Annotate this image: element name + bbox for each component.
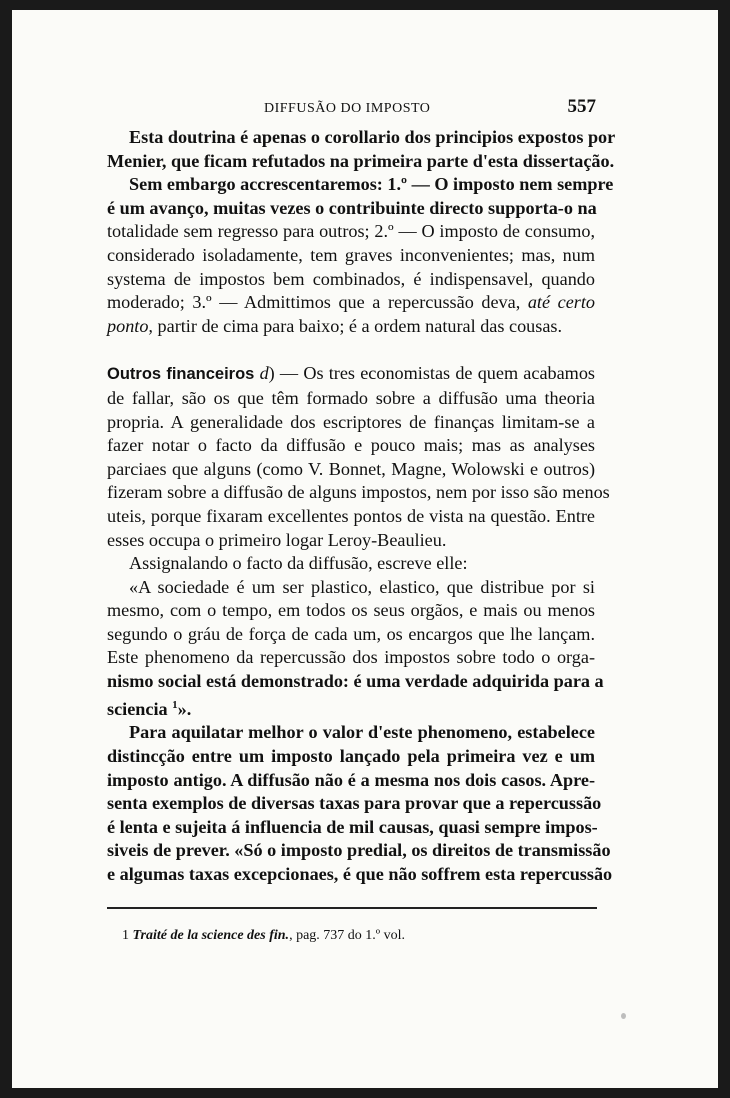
text-line: segundo o gráu de força de cada um, os encargos que lhe lançam. <box>107 623 595 644</box>
text-line <box>107 315 595 339</box>
text-line: siveis de prever. «Só o imposto predial, os direitos de transmissão <box>107 840 611 861</box>
text-line: imposto antigo. A diffusão não é a mesma nos dois casos. Apre- <box>107 769 595 790</box>
text-line: distincção entre um imposto lançado pela primeira vez e um <box>107 745 595 766</box>
paragraph-embargo <box>107 173 614 338</box>
text-line: Assignalando o facto da diffusão, escreve elle: <box>129 553 468 574</box>
text-line <box>107 694 595 722</box>
paper-speck <box>621 1013 626 1019</box>
italic-run: d <box>259 363 269 384</box>
text-run: sciencia <box>107 698 168 719</box>
text-line: systema de impostos bem combinados, é indispensavel, quando <box>107 268 595 289</box>
footnote-reference: , pag. 737 do 1.º vol. <box>289 928 406 943</box>
text-run: partir de cima para baixo; é a ordem natural das cousas. <box>157 315 563 336</box>
paragraph-outros-financeiros <box>107 362 610 552</box>
footnote-marker: 1 <box>122 928 129 943</box>
text-line: Para aquilatar melhor o valor d'este phenomeno, estabelece <box>129 722 595 743</box>
text-line: de fallar, são os que têm formado sobre a diffusão uma theoria <box>107 387 595 408</box>
text-line: senta exemplos de diversas taxas para provar que a repercussão <box>107 793 602 814</box>
footnote-title: Traité de la science des fin. <box>132 928 290 943</box>
text-line: considerado isoladamente, tem graves inconvenientes; mas, num <box>107 244 595 265</box>
text-line <box>107 362 595 387</box>
page-header <box>264 96 596 120</box>
text-line: fizeram sobre a diffusão de alguns impostos, nem por isso são menos <box>107 482 610 503</box>
paragraph-aquilatar <box>107 721 613 886</box>
text-line: Menier, que ficam refutados na primeira parte d'esta dissertação. <box>107 150 615 171</box>
text-line: fazer notar o facto da diffusão e pouco mais; mas as analyses <box>107 435 595 456</box>
paragraph-quote <box>107 576 604 722</box>
page-number: 557 <box>567 96 596 117</box>
text-line: parciaes que alguns (como V. Bonnet, Magne, Wolowski e outros) <box>107 458 595 479</box>
text-run: ». <box>177 698 192 719</box>
text-line: Sem embargo accrescentaremos: 1.º — O imposto nem sempre <box>129 174 614 195</box>
italic-run: até certo <box>527 292 595 313</box>
body-text <box>107 126 616 886</box>
text-line: e algumas taxas excepcionaes, é que não soffrem esta repercussão <box>107 863 613 884</box>
text-run: ) — Os tres economistas de quem acabamos <box>268 363 596 384</box>
text-line: é lenta e sujeita á influencia de mil causas, quasi sempre impos- <box>107 816 598 837</box>
book-page <box>12 10 718 1088</box>
footnote-ref: 1 <box>172 698 178 711</box>
footnote <box>122 928 592 944</box>
text-line: é um avanço, muitas vezes o contribuinte directo supporta-o na <box>107 197 597 218</box>
text-line <box>107 291 595 315</box>
text-line: Este phenomeno da repercussão dos impostos sobre todo o orga- <box>107 647 595 668</box>
paragraph-doutrina <box>107 126 616 173</box>
text-line: uteis, porque fixaram excellentes pontos de vista na questão. Entre <box>107 505 595 526</box>
running-title: DIFFUSÃO DO IMPOSTO <box>264 101 431 116</box>
text-line: totalidade sem regresso para outros; 2.º — O imposto de consumo, <box>107 221 595 242</box>
text-line: nismo social está demonstrado: é uma verdade adquirida para a <box>107 671 604 692</box>
italic-run: ponto, <box>107 315 153 336</box>
text-line: propria. A generalidade dos escriptores de finanças limitam-se a <box>107 411 595 432</box>
section-heading: Outros financeiros <box>107 365 255 384</box>
text-run: moderado; 3.º — Admittimos que a repercussão deva, <box>107 292 521 313</box>
text-line: esses occupa o primeiro logar Leroy-Beaulieu. <box>107 529 447 550</box>
text-line: mesmo, com o tempo, em todos os seus orgãos, e mais ou menos <box>107 600 595 621</box>
text-line: «A sociedade é um ser plastico, elastico, que distribue por si <box>129 576 595 597</box>
paragraph-gap <box>107 338 595 362</box>
text-line: Esta doutrina é apenas o corollario dos principios expostos por <box>129 127 616 147</box>
paragraph-assignalando <box>107 552 595 576</box>
footnote-rule <box>107 907 597 909</box>
